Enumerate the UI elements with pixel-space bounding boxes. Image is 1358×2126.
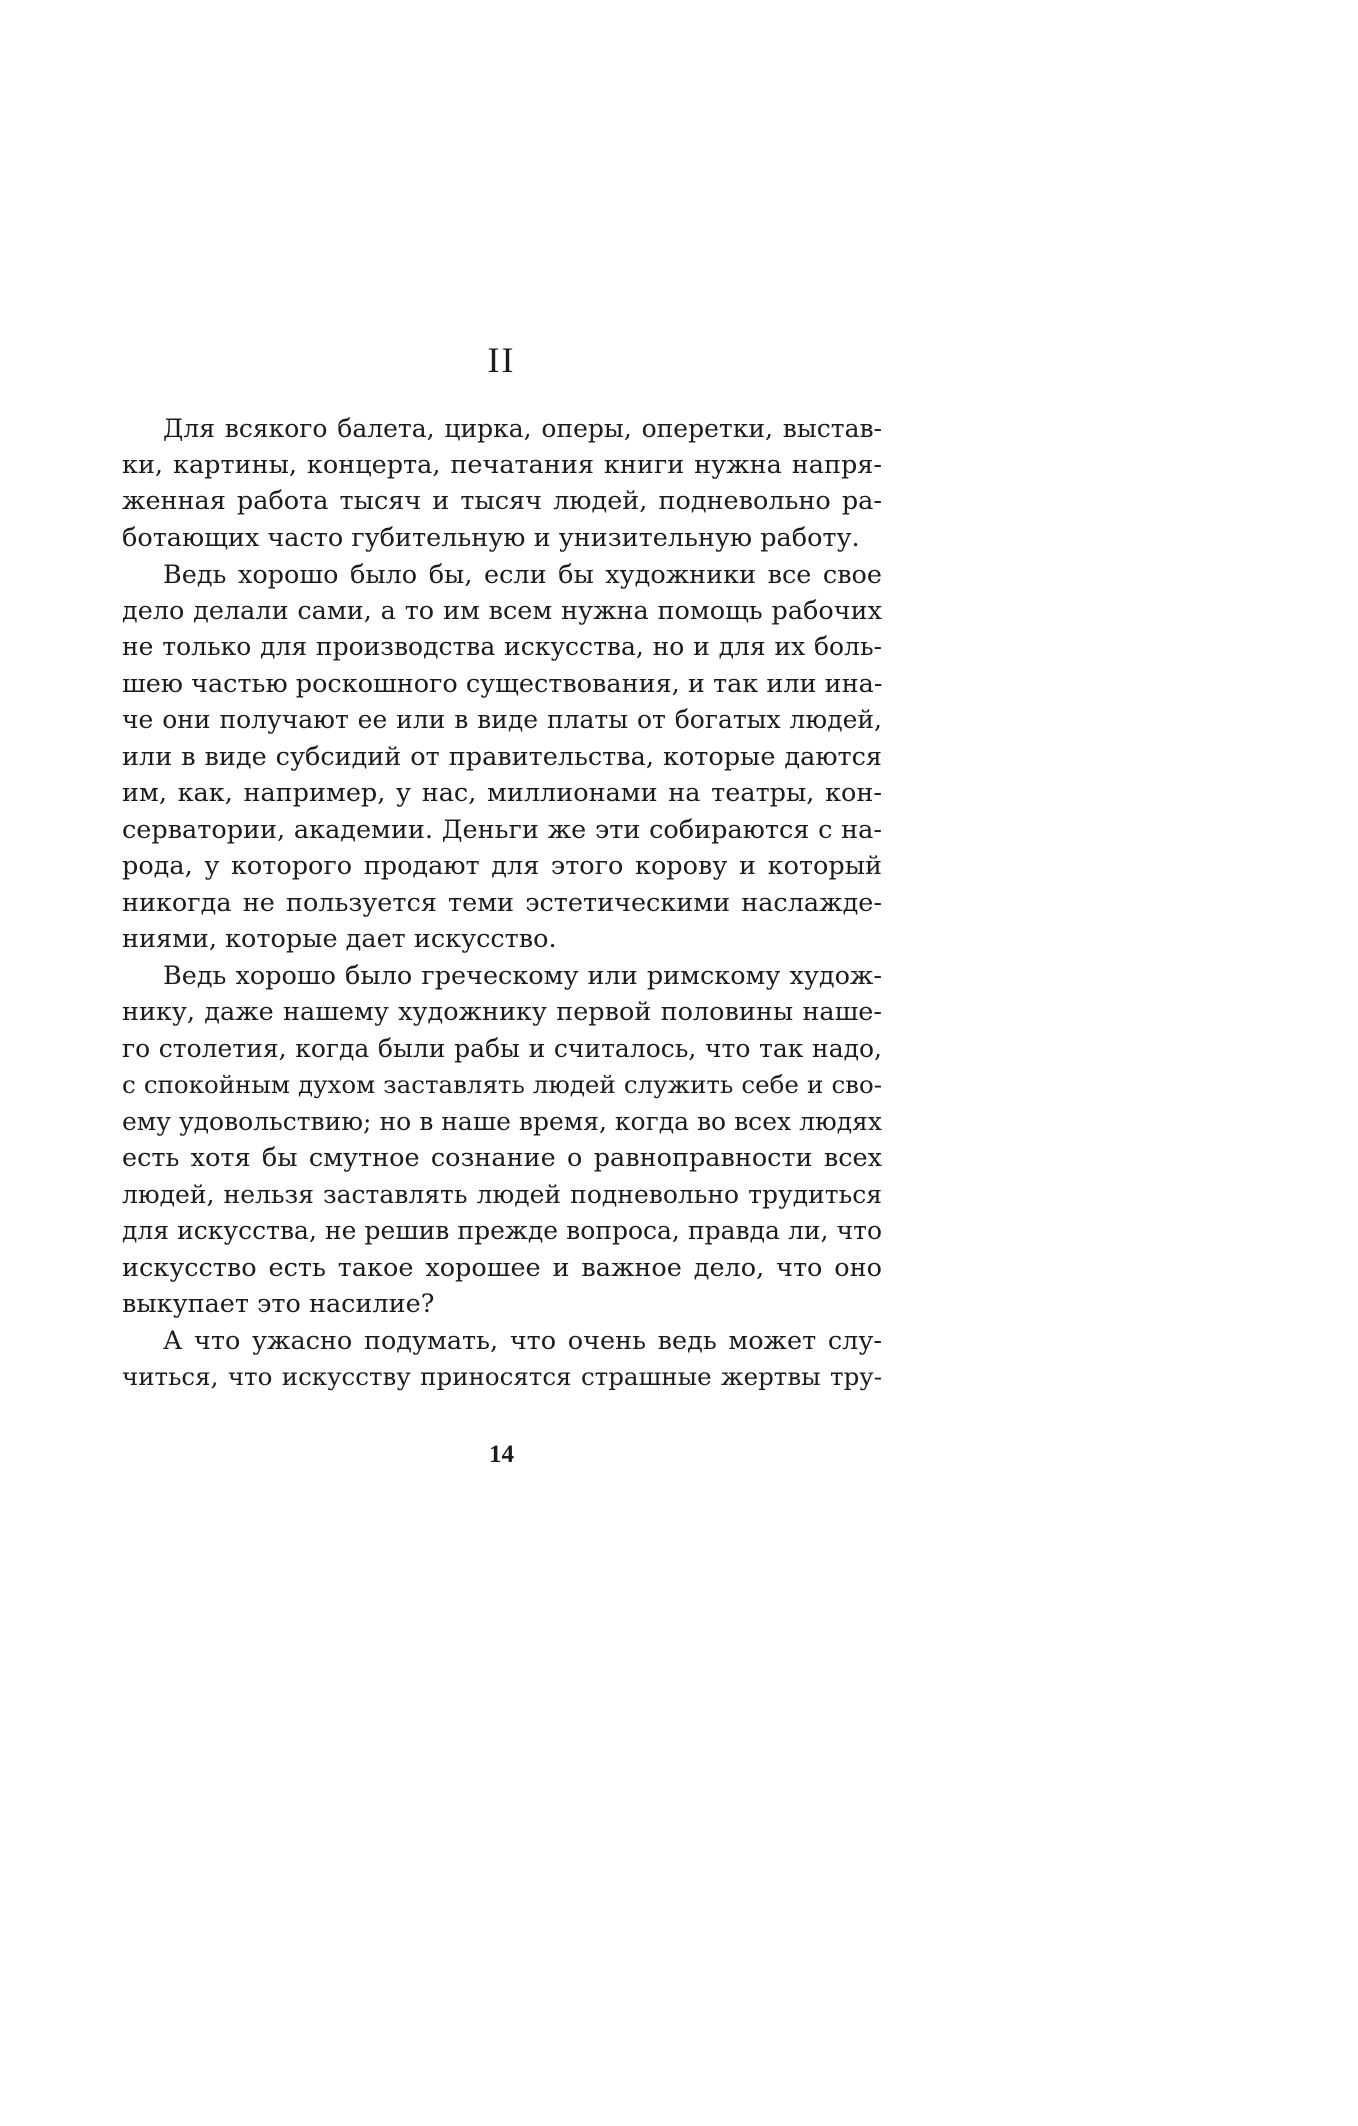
text-line: ниями, которые дает искусство.	[122, 924, 557, 954]
text-line: шею частью роскошного существования, и так или ина-	[122, 669, 883, 699]
text-line: искусство есть такое хорошее и важное дело, что оно	[122, 1253, 882, 1283]
text-line: для искусства, не решив прежде вопроса, правда ли, что	[122, 1216, 882, 1245]
text-line: с спокойным духом заставлять людей служить себе и сво-	[122, 1070, 882, 1099]
text-line: читься, что искусству приносятся страшные жертвы тру-	[122, 1362, 882, 1391]
text-line: ки, картины, концерта, печатания книги нужна напря-	[122, 450, 882, 480]
text-line: им, как, например, у нас, миллионами на театры, кон-	[122, 778, 882, 808]
text-line: дело делали сами, а то им всем нужна помощь рабочих	[122, 596, 882, 626]
text-line: людей, нельзя заставлять людей подневольно трудиться	[122, 1180, 882, 1209]
text-line: не только для производства искусства, но и для их боль-	[122, 632, 882, 661]
text-line: есть хотя бы смутное сознание о равноправности всех	[122, 1143, 882, 1173]
text-line: ему удовольствию; но в наше время, когда во всех людях	[122, 1107, 882, 1136]
text-line: женная работа тысяч и тысяч людей, подневольно ра-	[122, 486, 882, 516]
text-line: выкупает это насилие?	[122, 1289, 435, 1319]
text-line: нику, даже нашему художнику первой половины наше-	[122, 997, 882, 1027]
page-number: 14	[489, 1441, 514, 1468]
text-line: Ведь хорошо было греческому или римскому худож-	[163, 961, 882, 991]
chapter-heading: II	[487, 340, 516, 380]
text-line: А что ужасно подумать, что очень ведь может слу-	[163, 1326, 882, 1356]
text-line: никогда не пользуется теми эстетическими наслажде-	[122, 888, 882, 918]
text-line: че они получают ее или в виде платы от богатых людей,	[122, 705, 882, 734]
text-line: Для всякого балета, цирка, оперы, оперетки, выстав-	[163, 414, 882, 443]
text-line: Ведь хорошо было бы, если бы художники все свое	[163, 560, 882, 590]
text-line: серватории, академии. Деньги же эти собираются с на-	[122, 815, 882, 845]
text-line: или в виде субсидий от правительства, которые даются	[122, 742, 882, 772]
text-line: рода, у которого продают для этого корову и который	[122, 851, 882, 881]
text-line: го столетия, когда были рабы и считалось, что так надо,	[122, 1034, 882, 1063]
text-line: ботающих часто губительную и унизительную работу.	[122, 523, 860, 553]
